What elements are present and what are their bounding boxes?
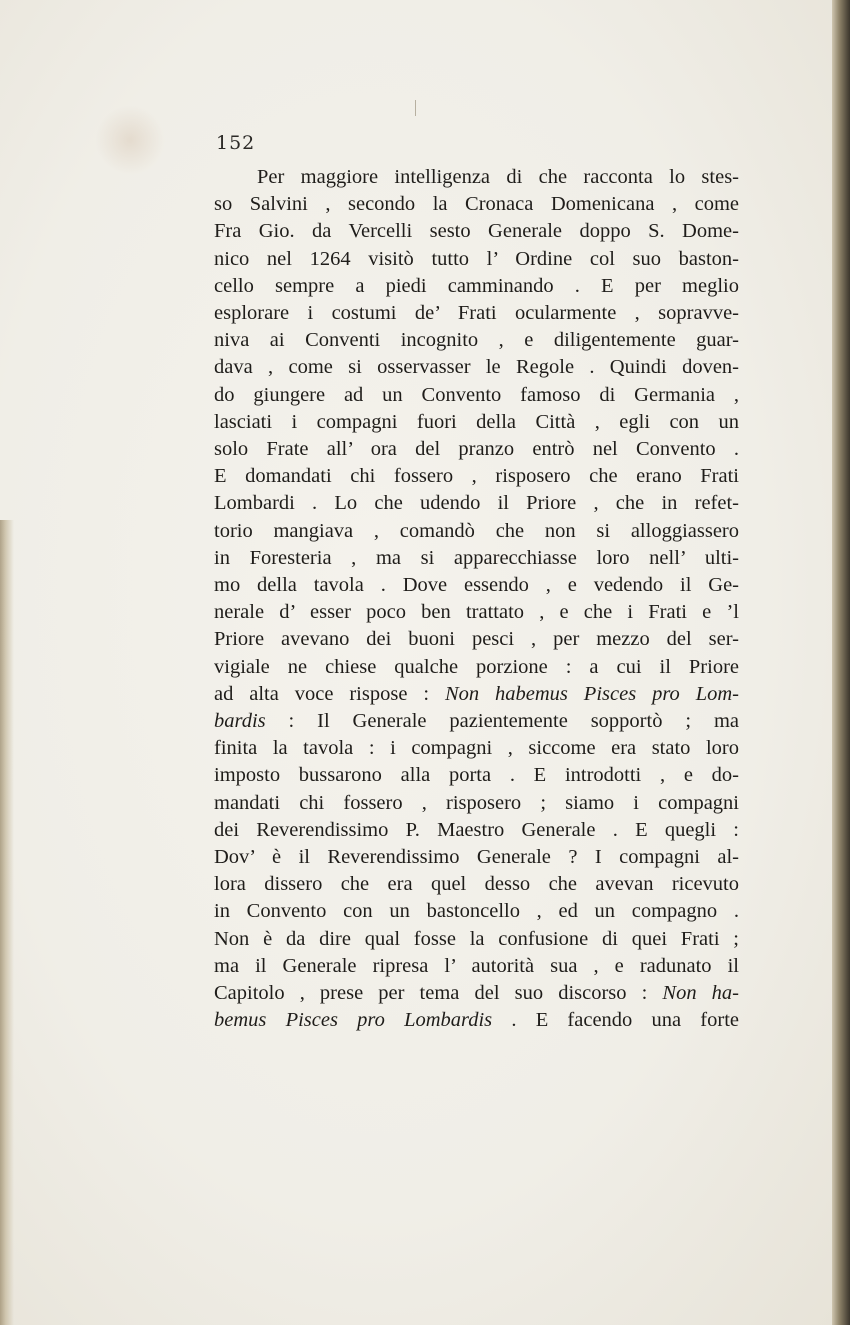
page-number: 152 [216,132,256,154]
text-line: esplorare i costumi de’ Frati ocularmente , sopravve- [214,302,739,325]
text-line: Non è da dire qual fosse la confusione di quei Frati ; [214,927,739,950]
text-line: Fra Gio. da Vercelli sesto Generale doppo S. Dome- [214,220,739,243]
text-run: . E facendo una forte [492,1009,739,1032]
text-line: vigiale ne chiese qualche porzione : a cui il Priore [214,655,739,678]
text-run: ad alta voce rispose : [214,682,445,705]
text-line: E domandati chi fossero , risposero che erano Frati [214,465,739,488]
text-line [214,681,739,708]
text-line: lasciati i compagni fuori della Città , egli con un [214,410,739,433]
text-line: imposto bussarono alla porta . E introdotti , e do- [214,764,739,787]
text-line: Priore avevano dei buoni pesci , per mezzo del ser- [214,628,739,651]
text-line: niva ai Conventi incognito , e diligentemente guar- [214,329,739,352]
text-line [214,980,739,1007]
body-text [214,164,739,1035]
text-line: do giungere ad un Convento famoso di Germania , [214,383,739,406]
text-line: dei Reverendissimo P. Maestro Generale . E quegli : [214,818,739,841]
text-line: so Salvini , secondo la Cronaca Domenicana , come [214,193,739,216]
text-line: lora dissero che era quel desso che avevan ricevuto [214,873,739,896]
text-line: finita la tavola : i compagni , siccome era stato loro [214,737,739,760]
text-line: mandati chi fossero , risposero ; siamo i compagni [214,791,739,814]
text-line: mo della tavola . Dove essendo , e vedendo il Ge- [214,574,739,597]
text-line: in Foresteria , ma si apparecchiasse loro nell’ ulti- [214,546,739,569]
text-line: Dov’ è il Reverendissimo Generale ? I compagni al- [214,846,739,869]
center-fold-mark [415,100,416,116]
text-run: : Il Generale pazientemente sopportò ; ma [265,710,739,733]
text-line [214,708,739,735]
book-gutter-edge [832,0,850,1325]
latin-quote: Non habemus Pisces pro Lom- [444,682,739,705]
text-line: cello sempre a piedi camminando . E per meglio [214,274,739,297]
latin-quote: bardis [214,710,266,733]
text-run: Capitolo , prese per tema del suo discorso : [214,982,663,1005]
text-line [214,1007,739,1034]
text-line: Lombardi . Lo che udendo il Priore , che in refet- [214,492,739,515]
foxing-stain [95,105,165,175]
text-line: Per maggiore intelligenza di che racconta lo stes- [257,166,739,188]
text-line: solo Frate all’ ora del pranzo entrò nel Convento . [214,438,739,461]
latin-quote: Non ha- [662,982,740,1005]
latin-quote: bemus Pisces pro Lombardis [214,1009,493,1032]
text-line: torio mangiava , comandò che non si alloggiassero [214,519,739,542]
text-line: nico nel 1264 visitò tutto l’ Ordine col suo baston- [214,247,739,270]
stained-page-edge [0,520,14,1325]
text-line: in Convento con un bastoncello , ed un compagno . [214,900,739,923]
text-line: ma il Generale ripresa l’ autorità sua , e radunato il [214,954,739,977]
text-line: nerale d’ esser poco ben trattato , e che i Frati e ’l [214,601,739,624]
text-line: dava , come si osservasser le Regole . Quindi doven- [214,356,739,379]
